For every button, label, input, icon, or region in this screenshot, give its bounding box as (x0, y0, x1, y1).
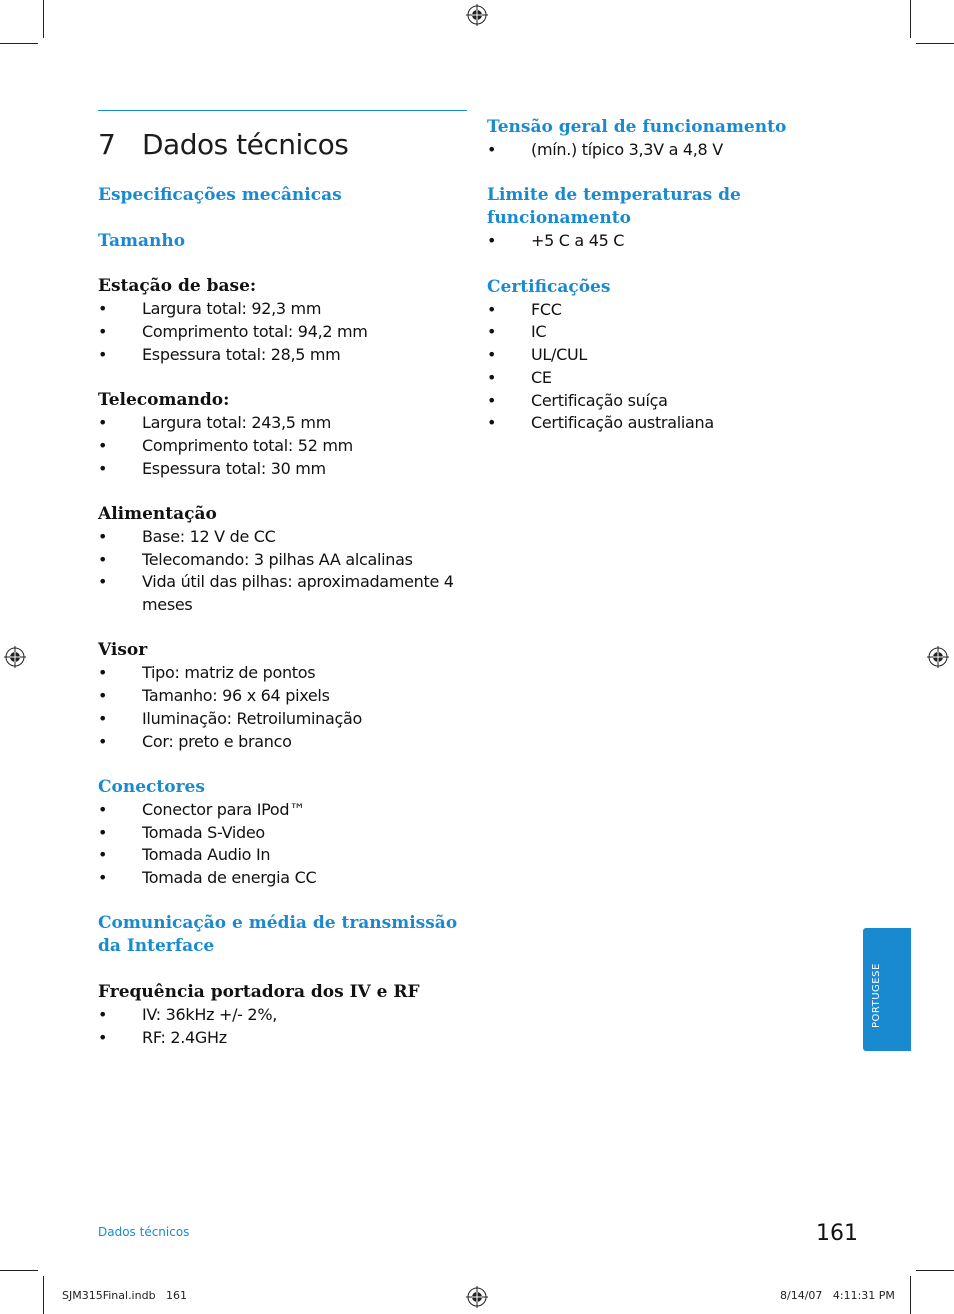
list-item (487, 344, 847, 367)
bullet-icon: • (98, 435, 108, 455)
list-item-text: Largura total: 243,5 mm (142, 413, 332, 433)
list-item-text: Certificação australiana (531, 413, 714, 433)
list-item-text: Tomada de energia CC (142, 868, 317, 888)
crop-mark (0, 43, 38, 44)
bullet-icon: • (98, 868, 108, 888)
registration-mark-icon (927, 646, 949, 668)
list-item (98, 708, 458, 731)
list-item-text: UL/CUL (531, 345, 588, 365)
bullet-icon: • (487, 299, 497, 319)
bullet-icon: • (98, 822, 108, 842)
spec-list (98, 298, 458, 366)
crop-mark (0, 1270, 38, 1271)
list-item-text: RF: 2.4GHz (142, 1027, 227, 1047)
bullet-icon: • (98, 686, 108, 706)
crop-mark (43, 0, 44, 38)
section-heading: Especificações mecânicas (98, 185, 342, 205)
footer-section-name: Dados técnicos (98, 1225, 190, 1239)
list-item (487, 299, 847, 322)
spec-list (487, 139, 847, 162)
bullet-icon: • (98, 845, 108, 865)
list-item-text: Espessura total: 28,5 mm (142, 344, 341, 364)
spec-list (98, 1004, 458, 1049)
list-item-text: IC (531, 322, 547, 342)
spec-list (98, 799, 458, 890)
spacer (98, 617, 458, 640)
list-item (98, 571, 458, 616)
list-item-text: Comprimento total: 52 mm (142, 435, 353, 455)
list-item-text: Tomada Audio In (142, 845, 271, 865)
registration-mark-icon (4, 646, 26, 668)
bullet-icon: • (98, 322, 108, 342)
list-item-text: Largura total: 92,3 mm (142, 299, 322, 319)
chapter-heading (98, 128, 348, 161)
list-item-text: Espessura total: 30 mm (142, 458, 326, 478)
section-heading: Certificações (487, 276, 611, 297)
list-item (98, 458, 458, 481)
page-number: 161 (816, 1221, 858, 1246)
list-item (98, 435, 458, 458)
bullet-icon: • (98, 799, 108, 819)
language-tab-label: PORTUGESE (871, 963, 882, 1028)
list-item-text: Cor: preto e branco (142, 731, 292, 751)
list-item (98, 344, 458, 367)
bullet-icon: • (98, 458, 108, 478)
bullet-icon: • (98, 731, 108, 751)
list-item-text: CE (531, 367, 552, 387)
list-item (487, 321, 847, 344)
bullet-icon: • (487, 367, 497, 387)
list-item (98, 685, 458, 708)
crop-mark (916, 1270, 954, 1271)
crop-mark (910, 1276, 911, 1314)
spec-list (487, 230, 847, 253)
list-item (487, 390, 847, 413)
slug-file: SJM315Final.indb 161 (62, 1289, 188, 1302)
registration-mark-icon (466, 4, 488, 26)
bullet-icon: • (98, 344, 108, 364)
list-item-text: Certificação suíça (531, 390, 668, 410)
spacer (98, 958, 458, 981)
list-item-text: (mín.) típico 3,3V a 4,8 V (531, 140, 723, 159)
slug-date: 8/14/07 4:11:31 PM (780, 1289, 895, 1302)
bullet-icon: • (487, 345, 497, 365)
spacer (487, 253, 847, 276)
list-item-text: Base: 12 V de CC (142, 526, 276, 546)
list-item (98, 412, 458, 435)
list-item (487, 367, 847, 390)
bullet-icon: • (98, 1005, 108, 1025)
chapter-title: Dados técnicos (142, 128, 349, 161)
spacer (98, 207, 458, 230)
list-item-text: Tomada S-Video (142, 822, 265, 842)
section-heading: Tensão geral de funcionamento (487, 117, 787, 137)
left-column (98, 184, 458, 1050)
list-item (98, 526, 458, 549)
list-item (487, 139, 847, 162)
crop-mark (910, 0, 911, 38)
list-item (487, 412, 847, 435)
list-item-text: Conector para IPod™ (142, 799, 305, 819)
chapter-rule (98, 110, 467, 111)
list-item (98, 1027, 458, 1050)
list-item (98, 799, 458, 822)
registration-mark-icon (466, 1286, 488, 1308)
list-item (98, 867, 458, 890)
list-item (98, 662, 458, 685)
list-item-text: IV: 36kHz +/- 2%, (142, 1005, 278, 1025)
section-heading: Alimentação (98, 503, 217, 524)
bullet-icon: • (98, 708, 108, 728)
bullet-icon: • (487, 390, 497, 410)
section-heading: Comunicação e média de transmissão da Interface (98, 913, 458, 957)
bullet-icon: • (98, 549, 108, 569)
spacer (98, 890, 458, 913)
list-item (98, 549, 458, 572)
list-item-text: +5 C a 45 C (531, 231, 625, 251)
bullet-icon: • (487, 140, 497, 159)
spacer (98, 366, 458, 389)
list-item (98, 321, 458, 344)
list-item (98, 822, 458, 845)
spacer (487, 162, 847, 185)
list-item (98, 844, 458, 867)
list-item-text: Vida útil das pilhas: aproximadamente 4 meses (142, 572, 454, 615)
bullet-icon: • (98, 572, 108, 592)
section-heading: Tamanho (98, 230, 186, 251)
section-heading: Limite de temperaturas de funcionamento (487, 185, 741, 229)
crop-mark (43, 1276, 44, 1314)
right-column (487, 116, 847, 435)
spacer (98, 253, 458, 276)
bullet-icon: • (487, 231, 497, 251)
bullet-icon: • (98, 299, 108, 319)
spacer (98, 480, 458, 503)
list-item-text: Telecomando: 3 pilhas AA alcalinas (142, 549, 413, 569)
list-item-text: Tamanho: 96 x 64 pixels (142, 686, 330, 706)
list-item (98, 731, 458, 754)
list-item-text: FCC (531, 299, 562, 319)
list-item (98, 1004, 458, 1027)
list-item (98, 298, 458, 321)
spec-list (98, 412, 458, 480)
list-item (487, 230, 847, 253)
list-item-text: Tipo: matriz de pontos (142, 663, 316, 683)
section-heading: Conectores (98, 776, 205, 797)
bullet-icon: • (98, 1027, 108, 1047)
spec-list (98, 662, 458, 753)
list-item-text: Comprimento total: 94,2 mm (142, 322, 368, 342)
list-item-text: Iluminação: Retroiluminação (142, 708, 362, 728)
spec-list (98, 526, 458, 617)
bullet-icon: • (98, 663, 108, 683)
section-heading: Estação de base: (98, 276, 257, 297)
section-heading: Telecomando: (98, 390, 230, 411)
section-heading: Visor (98, 640, 148, 661)
chapter-number: 7 (98, 128, 116, 161)
bullet-icon: • (98, 526, 108, 546)
bullet-icon: • (98, 413, 108, 433)
crop-mark (916, 43, 954, 44)
bullet-icon: • (487, 413, 497, 433)
spec-list (487, 299, 847, 435)
section-heading: Frequência portadora dos IV e RF (98, 982, 420, 1003)
bullet-icon: • (487, 322, 497, 342)
spacer (98, 753, 458, 776)
